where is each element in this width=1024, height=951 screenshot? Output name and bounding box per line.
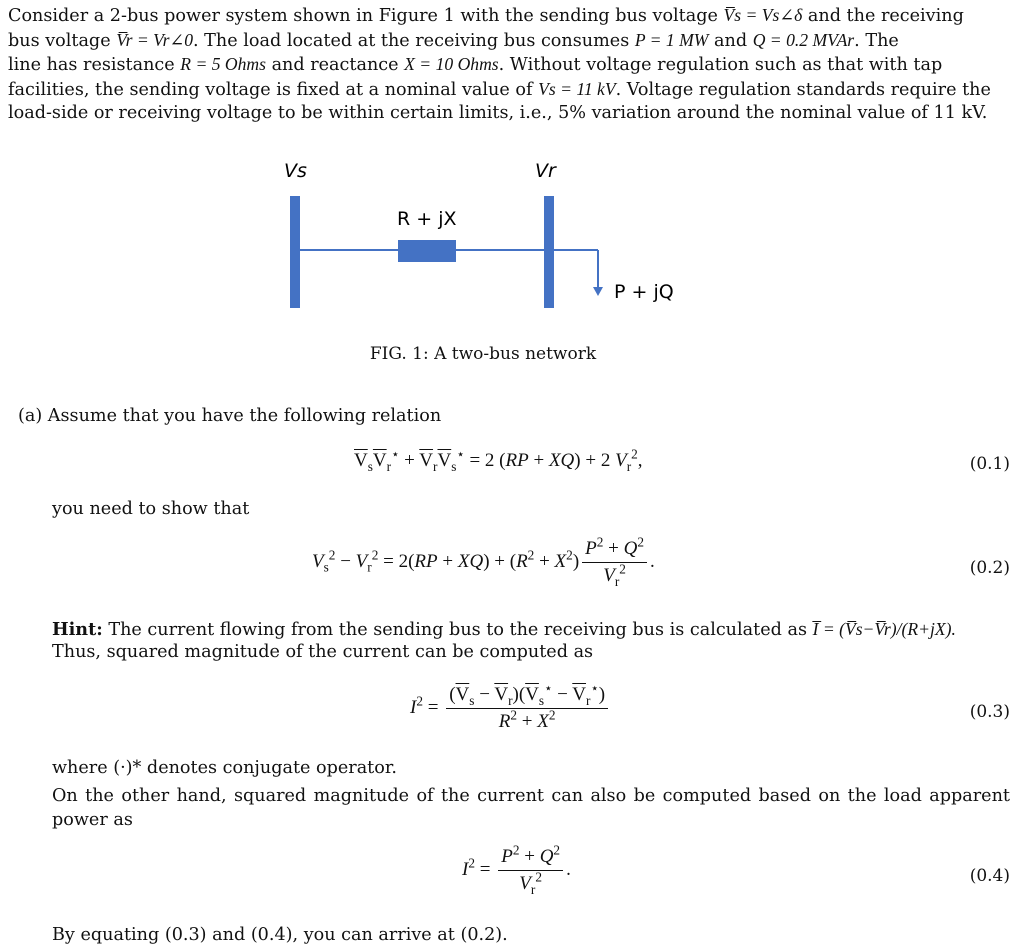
intro-text: bus voltage — [8, 30, 111, 51]
equation-number: (0.4) — [969, 866, 1010, 886]
hint-paragraph — [52, 617, 956, 642]
equation-0-2: $V_s^2 - V_r^2 = 2(RP + XQ) + (R^2 + X^2)$ $\frac{P^2 + Q^2}{V_r^2}$ . — [312, 534, 655, 589]
intro-text: Consider a 2-bus power system shown in Figure 1 with the sending bus voltage — [8, 6, 718, 26]
intro-text: . The load located at the receiving bus consumes — [193, 30, 630, 51]
intro-text: line has resistance — [8, 55, 175, 75]
sending-voltage-expr: V̅s = Vs∠δ — [723, 5, 803, 25]
two-bus-figure — [0, 150, 1024, 370]
label-vs: Vs — [284, 160, 307, 182]
intro-text: and reactance — [271, 55, 399, 75]
equation-0-4: $I^2$ = $\frac{P^2 + Q^2}{V_r^2}$ . — [462, 842, 571, 897]
equation-0-3: $I^2$ = $\frac{(\overline{V}_s - \overline{V}_r)(\overline{V}_s^⋆ - \overline{V}_r^⋆)}{R^2 + X^2}$ — [410, 684, 611, 733]
impedance-box — [398, 240, 456, 262]
receiving-bus-bar — [544, 196, 554, 308]
figure-caption: FIG. 1: A two-bus network — [369, 344, 597, 364]
label-impedance: R + jX — [397, 208, 457, 230]
show-text: you need to show that — [52, 499, 250, 519]
problem-intro — [8, 4, 1012, 126]
intro-line-2 — [8, 29, 1012, 54]
conjugate-note: where (·)* denotes conjugate operator. — [52, 758, 397, 778]
part-a-label: (a) Assume that you have the following relation — [18, 406, 442, 426]
label-load: P + jQ — [614, 281, 674, 303]
resistance-expr: R = 5 Ohms — [180, 54, 266, 74]
other-hand-text: On the other hand, squared magnitude of the current can also be computed based on the load apparent power as — [52, 786, 1010, 830]
intro-line-1 — [8, 4, 1012, 29]
reactance-expr: X = 10 Ohms — [404, 54, 499, 74]
hint-label: Hint: — [52, 619, 103, 640]
intro-text: and the receiving — [807, 6, 964, 26]
intro-line-5: load-side or receiving voltage to be within certain limits, i.e., 5% variation around the nominal value of 11 kV. — [8, 103, 988, 123]
intro-text: and — [714, 30, 748, 51]
intro-text: facilities, the sending voltage is fixed at a nominal value of — [8, 79, 533, 100]
hint-text: The current flowing from the sending bus to the receiving bus is calculated as — [108, 620, 807, 640]
intro-text: . Without voltage regulation such as that with tap — [498, 55, 943, 75]
intro-line-4 — [8, 78, 1012, 103]
final-text: By equating (0.3) and (0.4), you can arrive at (0.2). — [52, 925, 508, 945]
sending-bus-bar — [290, 196, 300, 308]
equation-number: (0.1) — [969, 454, 1010, 474]
reactive-power-expr: Q = 0.2 MVAr — [752, 29, 855, 50]
hint-line-2: Thus, squared magnitude of the current can be computed as — [52, 642, 594, 662]
network-diagram — [0, 150, 1024, 330]
current-expr: I̅ = (V̅s−V̅r)/(R+jX). — [812, 619, 956, 639]
equation-number: (0.3) — [969, 702, 1010, 722]
equation-0-1: $\overline{V}_s\overline{V}_r^⋆ + \overline{V}_r\overline{V}_s^⋆ = 2$ (RP + XQ) + 2 $V_r^2$, — [354, 446, 643, 474]
intro-line-3 — [8, 53, 1012, 78]
equation-number: (0.2) — [969, 558, 1010, 578]
intro-text: . Voltage regulation standards require the — [615, 79, 991, 100]
active-power-expr: P = 1 MW — [634, 29, 709, 50]
load-arrow-icon — [593, 287, 603, 296]
label-vr: Vr — [535, 160, 556, 182]
nominal-voltage-expr: Vs = 11 kV — [538, 78, 616, 99]
receiving-voltage-expr: V̅r = Vr∠0 — [116, 29, 193, 50]
intro-text: . The — [854, 30, 899, 51]
